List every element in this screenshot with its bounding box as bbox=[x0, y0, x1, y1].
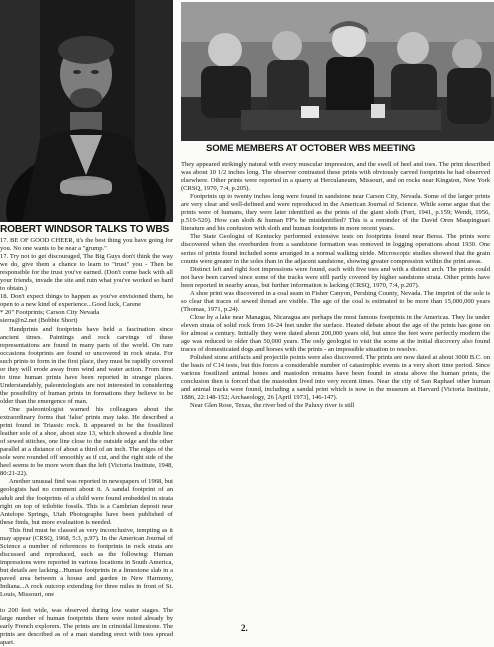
page-number: 2. bbox=[241, 623, 248, 633]
article-heading: * 20" Footprints; Carson City Nevada bbox=[0, 309, 100, 317]
tip-17b: 17. Try not to get discouraged, The Big Guys don't think the way we do, give them a chance to learn to "trust" you - Then be responsible for the trust you've earned. (Don't come back with all your friends, invade the site and ruin what you've worked so hard to obtain.) bbox=[0, 253, 173, 293]
speaker-photo-illustration bbox=[0, 0, 173, 222]
group-photo-illustration bbox=[181, 2, 494, 141]
article-paragraph: to 200 feet wide, was observed during low water stages. The large number of human footprints there were noted already by early French explorers. The prints are in crinoidal limestone. The prints are described as of a man standing erect with toes spread apart. bbox=[0, 607, 173, 647]
group-photo bbox=[181, 2, 494, 141]
article-paragraph: Footprints up to twenty inches long were found in sandstone near Carson City, Nevada. Some of the larger prints are very clear and well-defined and were reproduced in the American Journal of Science. While some argue that the prints were of humans, they were later identified as the prints of the giant sloth (Fort, 1941, p.159; Wendt, 1956, p.519-520). How can sloth & human FP's be misidentified? This is a reminder of the David Oren Maupinguari literature and his confusion with sloth and human footprints in more recent years. bbox=[181, 193, 490, 233]
right-text-column bbox=[181, 161, 490, 410]
article-paragraph: Handprints and footprints have held a fascination since ancient times. Paintings and rock carvings of these representations are found in many parts of the world. On rare occasions footprints are found or uncovered in rock strata. For such prints to form in the first place, they must be rapidly covered or they will erode away from wind and water action. From time to time human prints have been reported in strange places. Understandably, paleontologists are not interested in considering the possibility of human prints in formations they believe to be older than the emergence of man. bbox=[0, 325, 173, 405]
article-paragraph: Another unusual find was reported in newspapers of 1968, but geologists had no comment about it. A sandal footprint of an adult and the footprints of a child were found embedded in strata right on top of trilobite fossils. This is a Cambrian deposit near Antelope Springs, Utah Photographs have been published of these finds, but more evaluation is needed. bbox=[0, 478, 173, 526]
article-paragraph: Near Glen Rose, Texas, the river bed of the Paluxy river is still bbox=[190, 402, 355, 410]
article-paragraph: They appeared strikingly natural with every muscular impression, and the swell of heel and toes. The print described was about 10 1/2 inches long. The observer contrasted these prints with obviously carved footprints he had observed elsewhere. Other prints were reported in a quarry at Herculaneum, Missouri, and on rocks near Kingston, New York (CRSQ, 1970, 7:4, p.205). bbox=[181, 161, 490, 193]
tip-17a: 17. BE OF GOOD CHEER, it's the best thing you have going for you. No one wants to be near a "grump." bbox=[0, 237, 173, 253]
article-byline: sierra@n2.net (Bobbie Short) bbox=[0, 317, 78, 325]
speaker-photo bbox=[0, 0, 173, 222]
left-text-column bbox=[0, 237, 173, 647]
article-paragraph: The State Geologist of Kentucky performed extensive tests on footprints found near Berea. The prints were discovered when the overburden from a sandstone formation was removed in logging operations about 1930. One series of prints found included some arranged in a normal walking stride. Microscopic studies showed that the grain counts were greater in the soles than in the adjacent sandstone, showing greater compression within the print areas. bbox=[181, 233, 490, 265]
article-paragraph: Distinct left and right foot impressions were found, each with five toes and with a distinct arch. The prints could not have been carved since some of the tracks were still partly covered by higher sandstone strata. Other prints have been reported in nearby areas, but further information is lacking (CRSQ, 1970, 7:4, p.207). bbox=[181, 265, 490, 289]
article-paragraph: One paleontologist warned his colleagues about the extraordinary forms that 'false' prints may take. He described a print found in Triassic rock. It appeared to be the fossilized leather sole of a shoe, about size 13, which showed a double line of sewed stitches, one line close to the outside edge and the other parallel at a distance of about a third of an inch. The edges of the sole were rounded off smoothly as if cut, and the right side of the heel seems to be more worn than the left (Victoria Institute, 1948, 80:21-22). bbox=[0, 405, 173, 478]
article-paragraph: Polished stone artifacts and projectile points were also discovered. The prints are now dated at about 3000 B.C. on the basis of C14 tests, but this forces a considerable number of catastrophic events in a very short time period. Since various fossilized animal bones and mastodon remains have been found in strata above the human prints, the conclusion then is forced that the mastodon lived into very recent times. Near the city of San Raphael other human and animal tracks were found, including a sandal print which is now in the museum at Harvard (Victoria Institute, 1886, 22:148-152; Archaeology, 26 [April 1973], 146-147). bbox=[181, 354, 490, 402]
article-paragraph: This find must be classed as very inconclusive, tempting as it may appear (CRSQ, 1968, 5:3, p.97). In the American Journal of Science a number of references to footprints in rock strata are discussed and reproduced, such as the following: Human impressions were reported in various locations in South America, but details are lacking...Human footprints in a limestone slab in a paved area between a house and garden in New Harmony, Indiana...A rock outcrop extending for three miles in front of St. Louis, Missouri, one bbox=[0, 526, 173, 599]
article-paragraph: A shoe print was discovered in a coal seam in Fisher Canyon, Pershing County, Nevada. The imprint of the sole is so clear that traces of sewed thread are visible. The age of the coal is estimated to be more than 15,000,000 years (Thomas, 1971, p.24). bbox=[181, 289, 490, 313]
article-paragraph: Close by a lake near Managua, Nicaragua are perhaps the most famous footprints in the Americas. They lie under eleven strata of solid rock from 16-24 feet under the surface. Heated debate about the age of the prints has gone on for almost a century. Initially they were dated about 200,000 years old, but since the feet were perfectly modern the age was reduced to older than 50,000 years. The only geologist to visit the scene at the initial discovery also found traces of domesticated dogs and horses with the prints - an impossible situation to resolve. bbox=[181, 313, 490, 354]
group-photo-caption: SOME MEMBERS AT OCTOBER WBS MEETING bbox=[206, 143, 416, 154]
speaker-photo-caption: ROBERT WINDSOR TALKS TO WBS bbox=[0, 224, 170, 235]
tip-18: 18. Don't expect things to happen as you've envisioned them, be open to a new kind of experience...Good luck, Carene bbox=[0, 293, 173, 309]
